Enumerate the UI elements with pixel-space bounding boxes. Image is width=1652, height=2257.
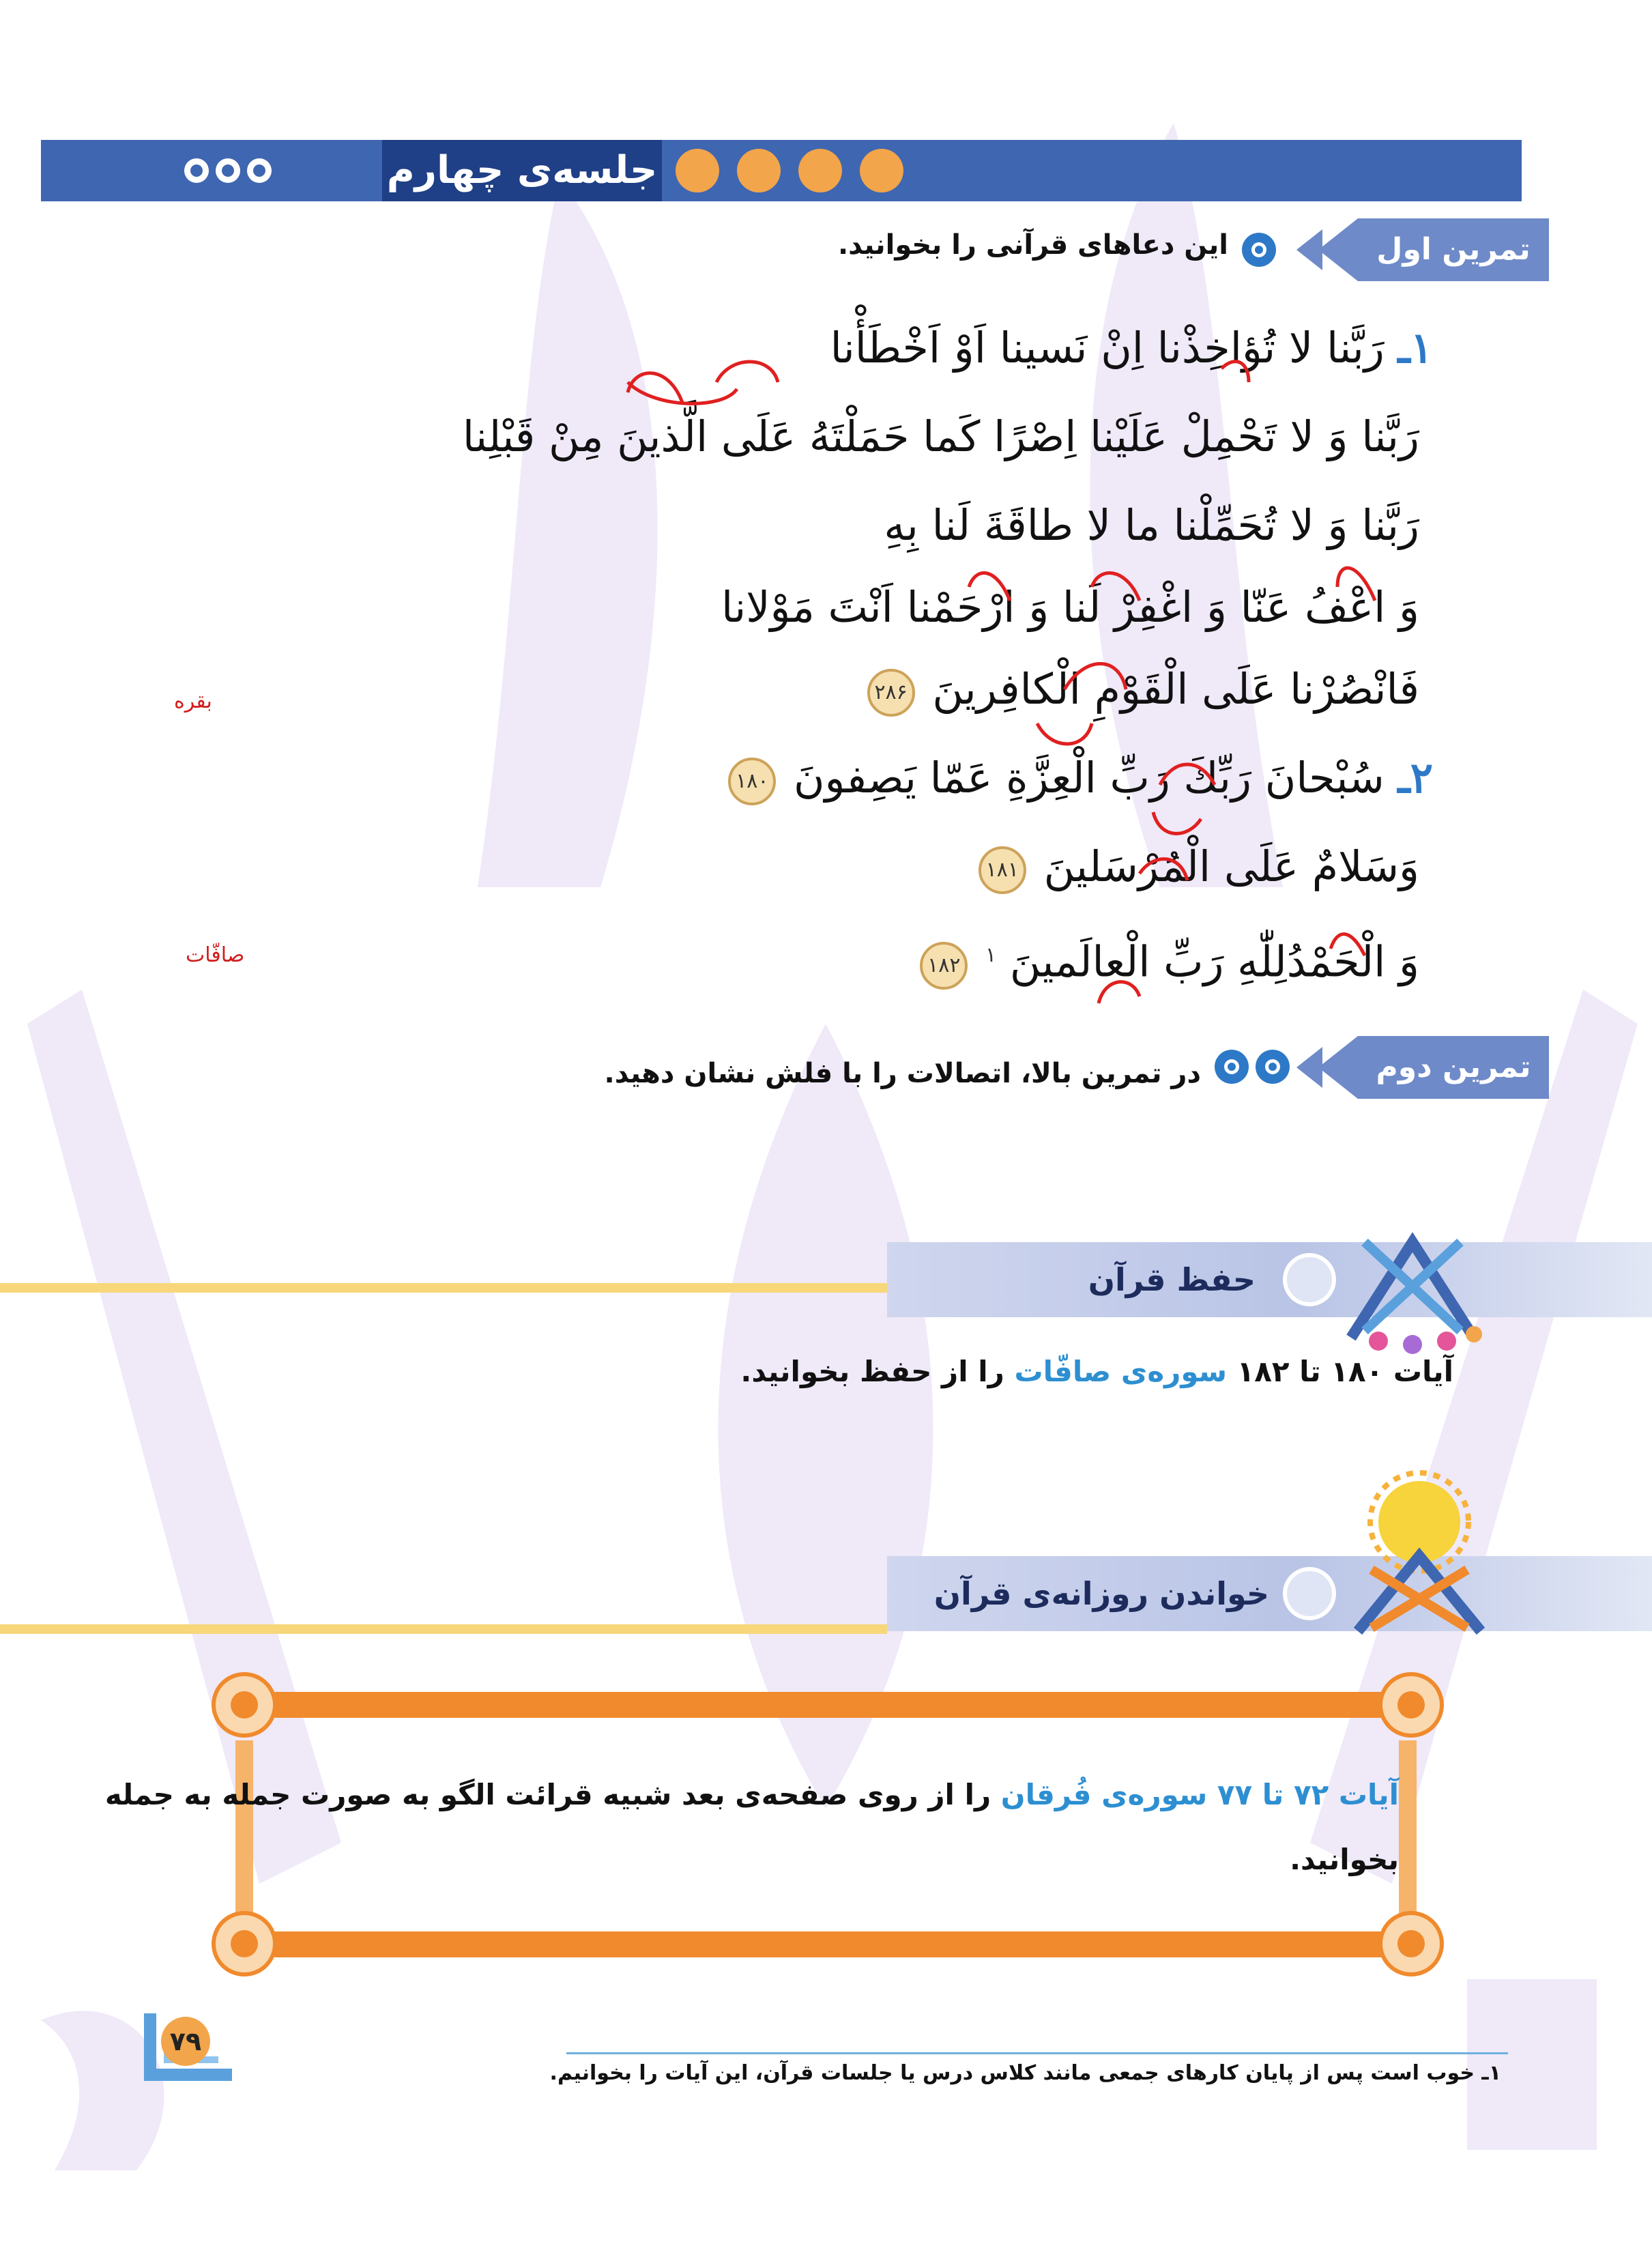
verse2-text-line1: سُبْحانَ رَبِّكَ رَبِّ الْعِزَّةِ عَمّا یَصِفونَ (794, 753, 1385, 803)
memorize-text-after: را از حفظ بخوانید. (740, 1355, 1004, 1388)
ayah-marker: ۱۸۲ (920, 942, 968, 990)
ring-icon (1283, 1253, 1336, 1306)
verse1-text-line5: فَانْصُرْنا عَلَی الْقَوْمِ الْكافِرینَ (932, 664, 1419, 714)
page-number: ۷۹ (161, 2017, 210, 2066)
blue-dot-icon (1215, 1050, 1249, 1084)
surah-name-saffat: صافّات (186, 943, 245, 967)
frame-bar-top (273, 1692, 1406, 1718)
rosette-icon (1378, 1672, 1444, 1738)
rosette-icon (1378, 1911, 1444, 1976)
verse2-number: ۲ـ (1397, 753, 1433, 803)
memorize-title: حفظ قرآن (887, 1242, 1296, 1317)
quran-book-icon (1337, 1201, 1488, 1358)
footnote-mark: ۱ (985, 943, 997, 967)
footnote-divider (566, 2052, 1508, 2054)
section-divider (0, 1624, 887, 1634)
ring-icon (1283, 1567, 1336, 1620)
surah-name-baqara: بقره (174, 689, 212, 713)
frame-bar-bottom (273, 1931, 1406, 1957)
memorize-text-before: آیات ۱۸۰ تا ۱۸۲ (1236, 1355, 1453, 1388)
verse2-text-line3: وَ الْحَمْدُلِلّٰهِ رَبِّ الْعالَمینَ (1009, 936, 1419, 987)
frame-column-left (235, 1740, 253, 1925)
exercise2-instruction: در تمرین بالا، اتصالات را با فلش نشان دهید. (604, 1058, 1201, 1089)
quran-sun-icon (1344, 1467, 1494, 1638)
ayah-marker: ۱۸۰ (728, 758, 776, 805)
daily-text-line1 (104, 1778, 1399, 1811)
daily-title: خواندن روزانه‌ی قرآن (887, 1556, 1296, 1631)
ayah-marker: ۲۸۶ (867, 669, 915, 717)
rosette-icon (212, 1911, 277, 1976)
memorize-surah-link: سوره‌ی صافّات (1014, 1355, 1227, 1388)
arrow-left-icon (1296, 1047, 1322, 1088)
arrow-curve (716, 362, 778, 382)
rosette-icon (212, 1672, 277, 1738)
blue-dot-icon (1256, 1050, 1290, 1084)
section-divider (0, 1283, 887, 1293)
memorize-text (740, 1355, 1453, 1388)
verse1-text-line1: رَبَّنا لا تُؤاخِذْنا اِنْ نَسینا اَوْ اَخْطَأْنا (830, 323, 1385, 373)
verse1-text-line2: رَبَّنا وَ لا تَحْمِلْ عَلَیْنا اِصْرًا كَما حَمَلْتَهُ عَلَی الَّذینَ مِنْ قَبْلِنا (462, 412, 1419, 461)
exercise1-instruction: این دعاهای قرآنی را بخوانید. (837, 229, 1228, 261)
frame-column-right (1399, 1740, 1417, 1925)
verse1-text-line4: وَ اعْفُ عَنّا وَ اغْفِرْ لَنا وَ ارْحَمْنا اَنْتَ مَوْلانا (721, 582, 1419, 632)
footnote-text: ۱ـ خوب است پس از پایان کارهای جمعی مانند کلاس درس یا جلسات قرآن، این آیات را بخوانیم. (549, 2061, 1501, 2085)
session-title: جلسه‌ی چهارم (386, 148, 658, 192)
daily-text-line2: بخوانید. (1290, 1843, 1399, 1876)
arrow-left-icon (1318, 1036, 1358, 1099)
exercise2-label: تمرین دوم (1358, 1036, 1549, 1099)
daily-surah-link: آیات ۷۲ تا ۷۷ سوره‌ی فُرقان (1000, 1778, 1399, 1811)
verse2-text-line2: وَسَلامٌ عَلَی الْمُرْسَلینَ (1043, 842, 1419, 891)
daily-text-after: را از روی صفحه‌ی بعد شبیه قرائت الگو به صورت جمله به جمله (104, 1778, 991, 1811)
verse1-number: ۱ـ (1397, 323, 1433, 373)
ayah-marker: ۱۸۱ (979, 846, 1026, 894)
verse1-text-line3: رَبَّنا وَ لا تُحَمِّلْنا ما لا طاقَةَ لَنا بِهِ (884, 500, 1419, 550)
connection-arrows (0, 0, 1652, 1024)
exercise1-label: تمرین اول (1358, 218, 1549, 281)
